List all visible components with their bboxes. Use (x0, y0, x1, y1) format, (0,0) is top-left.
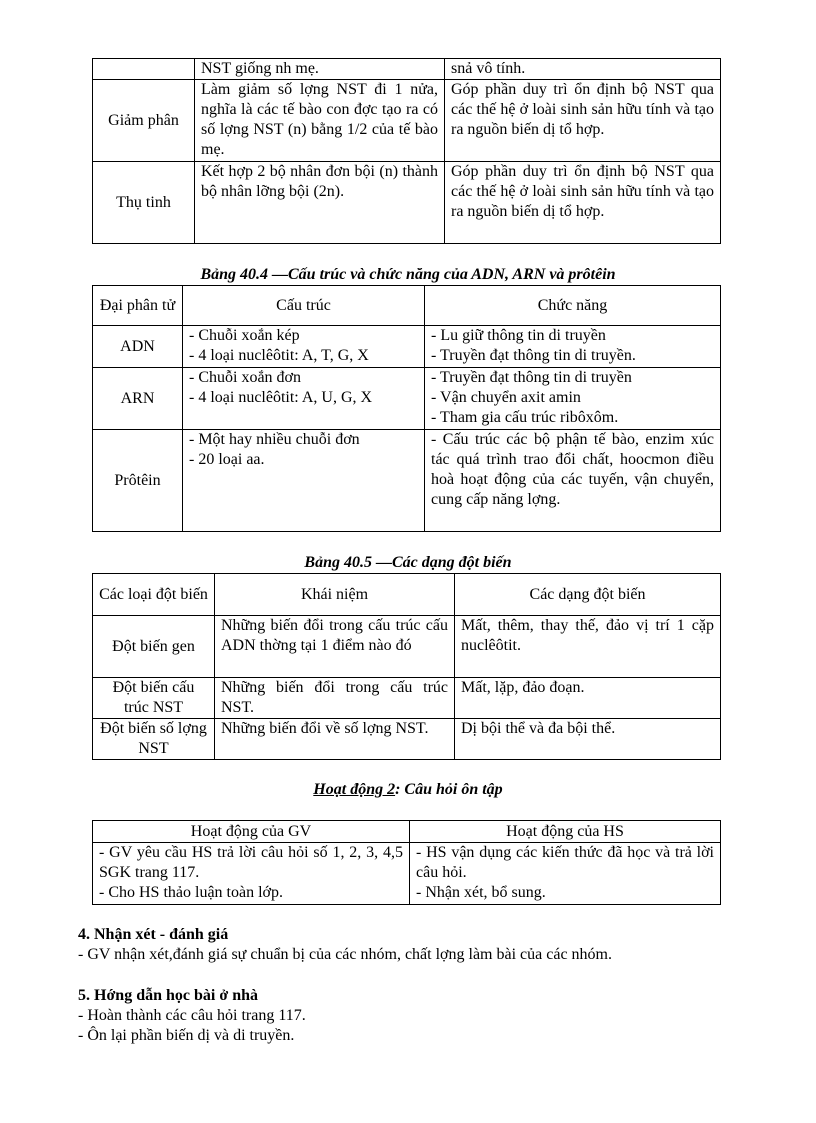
table-row (93, 162, 721, 244)
table-cell: Prôtêin (93, 430, 183, 532)
table-cell: Góp phần duy trì ổn định bộ NST qua các thế hệ ở loài sinh sản hữu tính và tạo ra nguồn biến dị tổ hợp. (445, 80, 721, 162)
table-cell: Góp phần duy trì ổn định bộ NST qua các thế hệ ở loài sinh sản hữu tính và tạo ra nguồn biến dị tổ hợp. (445, 162, 721, 244)
table-cell: Dị bội thể và đa bội thể. (455, 719, 721, 760)
table-cell: - GV yêu cầu HS trả lời câu hỏi số 1, 2, 3, 4,5 SGK trang 117. - Cho HS thảo luận toàn lớp. (93, 843, 410, 905)
table-row (93, 616, 721, 678)
table-cell: - Truyền đạt thông tin di truyền - Vận chuyển axit amin - Tham gia cấu trúc ribôxôm. (425, 368, 721, 430)
table-cell: Những biến đổi về số lợng NST. (215, 719, 455, 760)
table-cell: - Chuỗi xoắn đơn - 4 loại nuclêôtit: A, U, G, X (183, 368, 425, 430)
table-cell: - Lu giữ thông tin di truyền - Truyền đạt thông tin di truyền. (425, 326, 721, 368)
table-header-row (93, 821, 721, 843)
table-caption: Bảng 40.4 —Cấu trúc và chức năng của ADN, ARN và prôtêin (200, 266, 616, 283)
column-header: Các dạng đột biến (455, 574, 721, 616)
activity-title-rest: : Câu hỏi ôn tập (395, 781, 503, 798)
activity-table (92, 820, 721, 905)
section-title: 5. Hớng dẫn học bài ở nhà (78, 987, 258, 1004)
table-cell: snả vô tính. (445, 59, 721, 80)
activity-title (0, 780, 816, 800)
table-cell: Những biến đổi trong cấu trúc cấu ADN thờng tại 1 điểm nào đó (215, 616, 455, 678)
column-header: Hoạt động của GV (93, 821, 410, 843)
table-header-row (93, 574, 721, 616)
table-header-row (93, 286, 721, 326)
table-row (93, 719, 721, 760)
table-cell: NST giống nh mẹ. (195, 59, 445, 80)
table-cell: - Một hay nhiều chuỗi đơn - 20 loại aa. (183, 430, 425, 532)
section-text: - Ôn lại phần biến dị và di truyền. (78, 1027, 295, 1044)
table-row (93, 430, 721, 532)
table-row (93, 678, 721, 719)
macromolecule-table (92, 285, 721, 532)
table-cell: Đột biến gen (93, 616, 215, 678)
table-cell: - Cấu trúc các bộ phận tế bào, enzim xúc tác quá trình trao đổi chất, hoocmon điều hoà hoạt động của các tuyến, vận chuyển, cung cấp năng lợng. (425, 430, 721, 532)
table-cell: Làm giảm số lợng NST đi 1 nửa, nghĩa là các tế bào con đợc tạo ra có số lợng NST (n) bằng 1/2 của tế bào mẹ. (195, 80, 445, 162)
table-row (93, 59, 721, 80)
table-row (93, 368, 721, 430)
column-header: Cấu trúc (183, 286, 425, 326)
table-row (93, 326, 721, 368)
table-cell: Mất, lặp, đảo đoạn. (455, 678, 721, 719)
mutation-table (92, 573, 721, 760)
table-cell: Những biến đổi trong cấu trúc NST. (215, 678, 455, 719)
table-cell: - HS vận dụng các kiến thức đã học và trả lời câu hỏi. - Nhận xét, bổ sung. (410, 843, 721, 905)
column-header: Các loại đột biến (93, 574, 215, 616)
table-cell: Đột biến cấu trúc NST (93, 678, 215, 719)
table-cell: Đột biến số lợng NST (93, 719, 215, 760)
activity-title-label: Hoạt động 2 (313, 781, 396, 798)
meiosis-fertilization-table (92, 58, 721, 244)
table-cell: Thụ tinh (93, 162, 195, 244)
column-header: Đại phân tử (93, 286, 183, 326)
table-row (93, 80, 721, 162)
section-text: - Hoàn thành các câu hỏi trang 117. (78, 1007, 306, 1024)
column-header: Khái niệm (215, 574, 455, 616)
column-header: Hoạt động của HS (410, 821, 721, 843)
table-cell: - Chuỗi xoắn kép - 4 loại nuclêôtit: A, T, G, X (183, 326, 425, 368)
table-row (93, 843, 721, 905)
table-cell: Mất, thêm, thay thế, đảo vị trí 1 cặp nuclêôtit. (455, 616, 721, 678)
table-caption: Bảng 40.5 —Các dạng đột biến (304, 554, 512, 571)
table-cell: ARN (93, 368, 183, 430)
table-cell: Giảm phân (93, 80, 195, 162)
section-title: 4. Nhận xét - đánh giá (78, 926, 229, 943)
table-cell: ADN (93, 326, 183, 368)
table-cell (93, 59, 195, 80)
column-header: Chức năng (425, 286, 721, 326)
table-cell: Kết hợp 2 bộ nhân đơn bội (n) thành bộ nhân lỡng bội (2n). (195, 162, 445, 244)
section-text: - GV nhận xét,đánh giá sự chuẩn bị của các nhóm, chất lợng làm bài của các nhóm. (78, 946, 612, 963)
